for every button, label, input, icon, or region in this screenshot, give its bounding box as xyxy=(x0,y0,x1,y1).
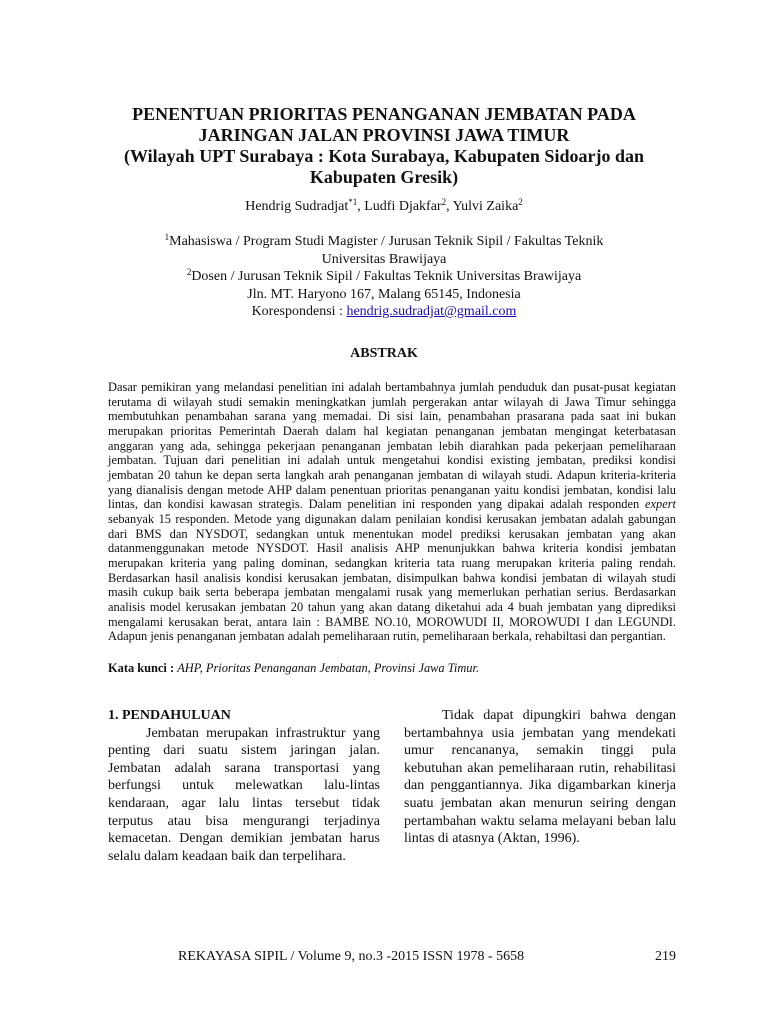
abstract-italic-term: expert xyxy=(645,497,676,512)
title-line: JARINGAN JALAN PROVINSI JAWA TIMUR xyxy=(198,125,570,145)
paragraph: Tidak dapat dipungkiri bahwa dengan bertambahnya usia jembatan yang mendekati umur rencananya, semakin tinggi pula kebutuhan akan pemeliharaan rutin, rehabilitasi dan penggantiannya. Jika digambarkan kinerja suatu jembatan akan menurun seiring dengan pertambahan waktu selama melayani beban lalu lintas di atasnya (Aktan, 1996). xyxy=(404,708,676,847)
title-line: PENENTUAN PRIORITAS PENANGANAN JEMBATAN PADA xyxy=(132,104,636,124)
subtitle-line: Kabupaten Gresik) xyxy=(309,167,459,187)
affiliation-mark: 2 xyxy=(186,267,192,277)
paragraph: Jembatan merupakan infrastruktur yang penting dari suatu sistem jaringan jalan. Jembatan adalah sarana transportasi yang berfungsi untuk melewatkan lalu-lintas kendaraan, agar lalu lintas tersebut tidak terputus atau bisa mengurangi terjadinya kemacetan. Dengan demikian jembatan harus selalu dalam keadaan baik dan terpelihara. xyxy=(108,725,380,864)
abstract-heading: ABSTRAK xyxy=(350,346,418,361)
address: Jln. MT. Haryono 167, Malang 65145, Indonesia xyxy=(247,286,521,302)
affiliations xyxy=(110,233,658,321)
abstract-text xyxy=(108,380,676,644)
abstract-part: sebanyak 15 responden. Metode yang digunakan dalam penilaian kondisi kerusakan jembatan adalah gabungan dari BMS dan NYSDOT, sedangkan untuk menentukan model prediksi kerusakan jembatan yang akan datanmenggunakan metode NYSDOT. Hasil analisis AHP menunjukkan bahwa kriteria kondisi jembatan merupakan kriteria yang paling dominan, sedangkan kriteria tata ruang merupakan kriteria paling rendah. Berdasarkan hasil analisis kondisi kerusakan jembatan, disimpulkan bahwa kondisi jembatan di wilayah studi masih cukup baik serta beberapa jembatan mengalami rusak yang memerlukan perhatian serius. Berdasarkan analisis model kerusakan jembatan 20 tahun yang akan datang diketahui ada 4 buah jembatan yang diprediksi mengalami kerusakan berat, antara lain : BAMBE NO.10, MOROWUDI II, MOROWUDI I dan LEGUNDI. Adapun jenis penanganan jembatan adalah pemeliharaan rutin, pemeliharaan berkala, rehabiltasi dan pergantian. xyxy=(108,511,676,644)
keywords-text: AHP, Prioritas Penanganan Jembatan, Provinsi Jawa Timur. xyxy=(177,661,480,675)
left-column xyxy=(108,707,380,865)
correspondence xyxy=(110,303,658,321)
page-number: 219 xyxy=(655,949,676,964)
correspondence-label: Korespondensi : xyxy=(251,304,347,319)
right-column xyxy=(404,707,676,848)
affiliation-mark: 1 xyxy=(164,232,170,242)
abstract-part: Dasar pemikiran yang melandasi penelitian ini adalah bertambahnya jumlah penduduk dan pusat-pusat kegiatan terutama di wilayah studi semakin meningkatkan jumlah pergerakan antar wilayah di Jawa Timur sehingga membutuhkan penambahan sarana yang memadai. Di sisi lain, penambahan prasarana pada saat ini bukan merupakan prioritas Pemerintah Daerah dalam hal kegiatan penanganan jembatan mengingat keterbatasan anggaran yang ada, sehingga pekerjaan penanganan jembatan lebih diarahkan pada pekerjaan pemeliharaan jembatan. Tujuan dari penelitian ini adalah untuk mengetahui kondisi existing jembatan, prediksi kondisi jembatan 20 tahun ke depan serta langkah arah penanganan jembatan di wilayah studi. Adapun kriteria-kriteria yang dianalisis dengan metode AHP dalam penentuan prioritas penanganan yaitu kondisi jembatan, kondisi lalu lintas, dan kondisi kawasan strategis. Dalam penelitian ini responden yang dipakai adalah responden xyxy=(108,380,676,512)
affiliation-2 xyxy=(110,268,658,286)
affiliation-text: Dosen / Jurusan Teknik Sipil / Fakultas Teknik Universitas Brawijaya xyxy=(191,269,582,284)
affiliation-text: Mahasiswa / Program Studi Magister / Jurusan Teknik Sipil / Fakultas Teknik xyxy=(169,234,604,249)
author-name: Ludfi Djakfar xyxy=(364,199,442,214)
author-separator: , xyxy=(357,199,365,214)
author-affiliation-mark: *1 xyxy=(348,197,358,207)
section-heading: 1. PENDAHULUAN xyxy=(108,708,231,723)
keywords-label: Kata kunci : xyxy=(108,661,178,675)
subtitle-line: (Wilayah UPT Surabaya : Kota Surabaya, Kabupaten Sidoarjo dan xyxy=(124,146,644,166)
paper-title xyxy=(90,104,678,188)
author-separator: , xyxy=(446,199,453,214)
affiliation-1 xyxy=(110,233,658,251)
keywords xyxy=(108,661,676,676)
author-affiliation-mark: 2 xyxy=(518,197,523,207)
author-name: Hendrig Sudradjat xyxy=(245,199,349,214)
email-link[interactable]: hendrig.sudradjat@gmail.com xyxy=(346,304,517,319)
author-name: Yulvi Zaika xyxy=(452,199,519,214)
author-list xyxy=(90,198,678,216)
affiliation-1-continued: Universitas Brawijaya xyxy=(321,251,447,267)
author-affiliation-mark: 2 xyxy=(441,197,447,207)
journal-citation: REKAYASA SIPIL / Volume 9, no.3 -2015 ISSN 1978 - 5658 xyxy=(178,949,525,964)
